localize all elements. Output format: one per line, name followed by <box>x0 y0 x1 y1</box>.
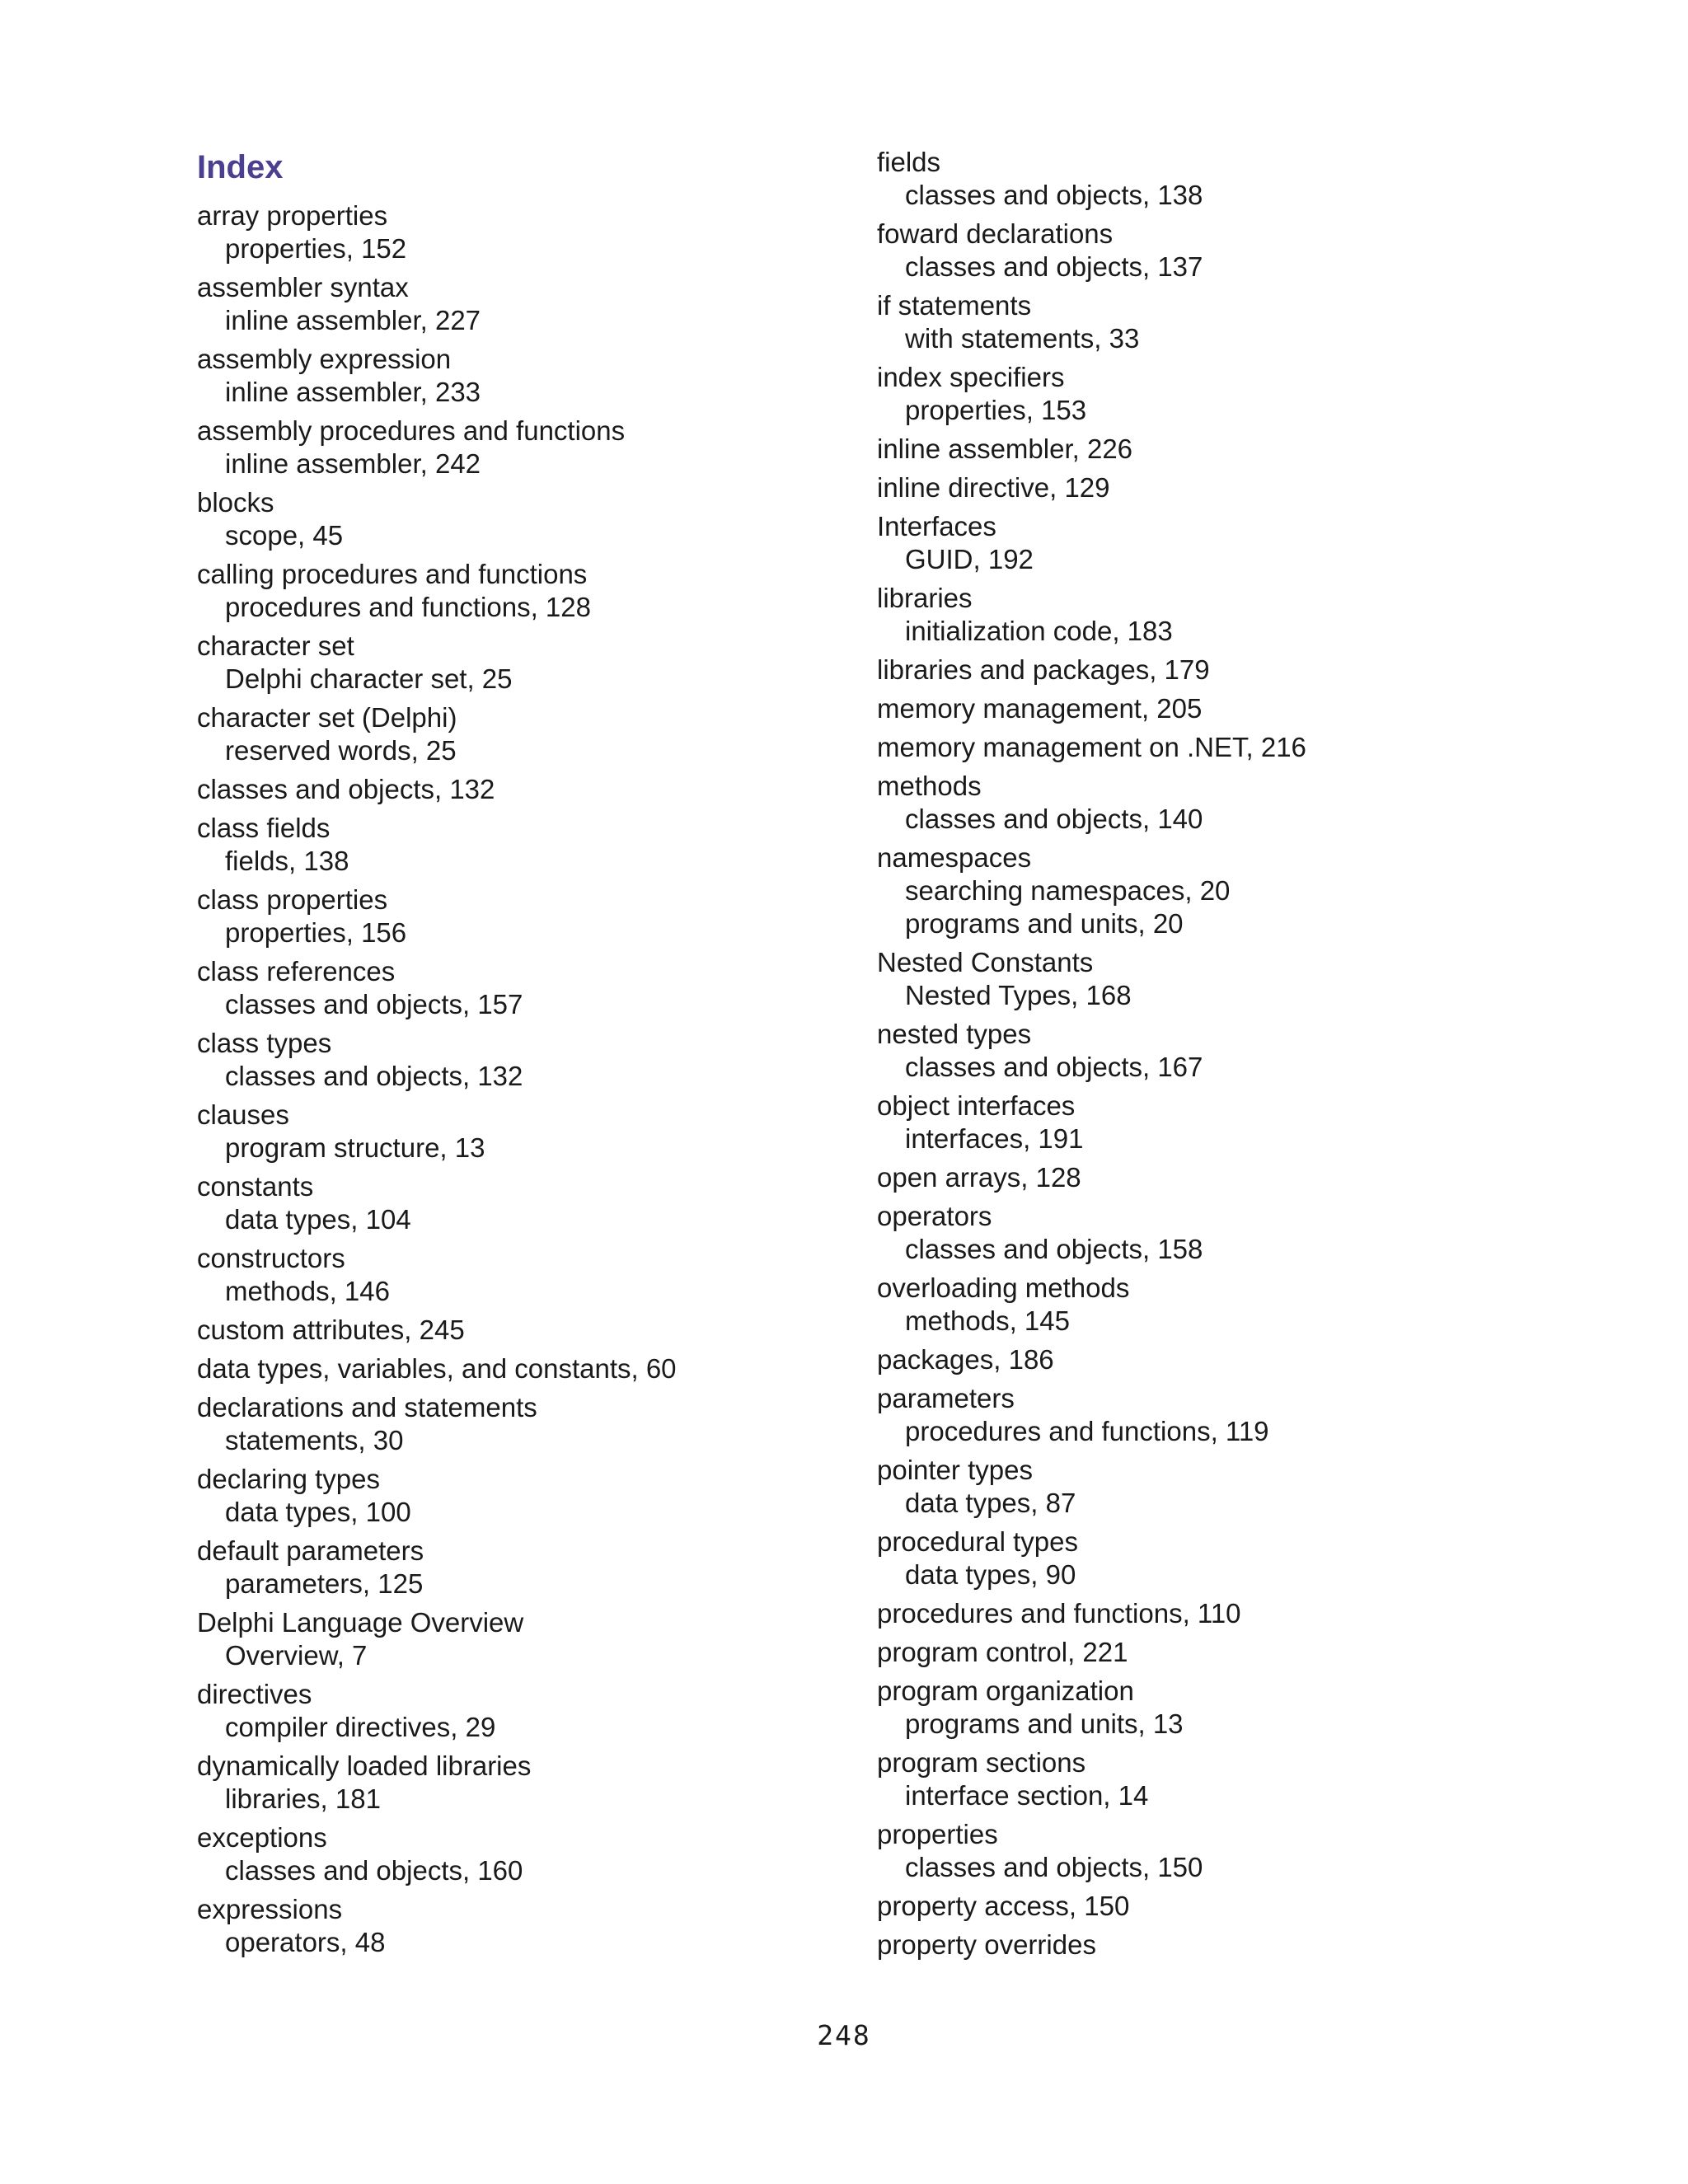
index-entry <box>877 1636 1536 1669</box>
index-entry <box>877 433 1536 466</box>
index-subentry: methods, 145 <box>905 1305 1070 1336</box>
index-term: Nested Constants <box>877 947 1094 977</box>
index-subentry: searching namespaces, 20 <box>905 875 1231 906</box>
index-term: property overrides <box>877 1929 1096 1960</box>
index-subentry: programs and units, 13 <box>905 1708 1184 1739</box>
index-term: overloading methods <box>877 1272 1130 1303</box>
index-term: classes and objects, 132 <box>197 774 495 804</box>
index-entry <box>877 218 1536 284</box>
index-term: dynamically loaded libraries <box>197 1750 532 1781</box>
index-entry <box>197 883 856 949</box>
index-entry <box>877 1526 1536 1591</box>
index-entry <box>877 1382 1536 1448</box>
index-entry <box>197 1242 856 1308</box>
index-subentry: interfaces, 191 <box>905 1123 1084 1154</box>
index-entry <box>877 946 1536 1012</box>
index-entry <box>197 701 856 767</box>
index-subentry: data types, 87 <box>905 1488 1076 1518</box>
index-subentry: programs and units, 20 <box>905 908 1184 939</box>
index-entry <box>877 146 1536 212</box>
index-term: pointer types <box>877 1455 1033 1485</box>
index-term: open arrays, 128 <box>877 1162 1081 1193</box>
index-entry <box>197 1099 856 1165</box>
index-term: libraries and packages, 179 <box>877 654 1210 685</box>
index-term: nested types <box>877 1019 1032 1049</box>
index-entry <box>197 812 856 878</box>
index-entry <box>877 654 1536 687</box>
index-term: class properties <box>197 884 388 915</box>
index-entry <box>197 486 856 552</box>
index-subentry: compiler directives, 29 <box>225 1712 496 1742</box>
index-term: fields <box>877 147 941 177</box>
index-entry <box>877 471 1536 504</box>
index-subentry: procedures and functions, 128 <box>225 592 591 622</box>
index-entry <box>877 1597 1536 1630</box>
index-entry <box>197 630 856 696</box>
index-subentry: fields, 138 <box>225 846 349 876</box>
index-term: procedural types <box>877 1526 1078 1557</box>
index-term: Interfaces <box>877 511 996 541</box>
index-subentry: inline assembler, 242 <box>225 448 481 479</box>
index-subentry: classes and objects, 140 <box>905 804 1203 834</box>
index-entry <box>877 1890 1536 1923</box>
index-subentry: classes and objects, 160 <box>225 1855 523 1886</box>
index-entry <box>197 955 856 1021</box>
index-subentry: scope, 45 <box>225 520 344 551</box>
index-subentry: classes and objects, 158 <box>905 1234 1203 1264</box>
index-term: procedures and functions, 110 <box>877 1598 1241 1629</box>
index-term: directives <box>197 1679 312 1709</box>
index-term: class references <box>197 956 396 987</box>
index-subentry: data types, 104 <box>225 1204 411 1235</box>
index-subentry: operators, 48 <box>225 1927 386 1957</box>
index-title: Index <box>197 149 284 185</box>
index-entry <box>197 1535 856 1601</box>
index-subentry: properties, 153 <box>905 395 1087 425</box>
index-entry <box>877 1272 1536 1338</box>
index-subentry: interface section, 14 <box>905 1780 1149 1811</box>
index-term: default parameters <box>197 1535 424 1566</box>
index-term: class fields <box>197 813 331 843</box>
index-entry <box>197 1352 856 1385</box>
index-right-column <box>877 146 1536 1967</box>
index-subentry: properties, 152 <box>225 233 407 264</box>
index-entry <box>877 510 1536 576</box>
index-entry <box>877 1746 1536 1812</box>
index-term: property access, 150 <box>877 1891 1130 1921</box>
index-term: declarations and statements <box>197 1392 537 1422</box>
index-term: expressions <box>197 1894 343 1924</box>
index-term: assembler syntax <box>197 272 409 302</box>
index-subentry: Delphi character set, 25 <box>225 663 513 694</box>
index-subentry: classes and objects, 167 <box>905 1052 1203 1082</box>
index-entry <box>877 1929 1536 1961</box>
index-entry <box>197 1750 856 1816</box>
index-entry-list <box>197 199 856 1959</box>
index-term: assembly expression <box>197 344 452 374</box>
index-entry <box>877 841 1536 940</box>
index-entry <box>877 1454 1536 1520</box>
index-entry <box>877 1090 1536 1155</box>
index-term: object interfaces <box>877 1090 1076 1121</box>
index-subentry: with statements, 33 <box>905 323 1140 354</box>
index-term: inline assembler, 226 <box>877 434 1133 464</box>
index-term: character set (Delphi) <box>197 702 457 733</box>
index-term: exceptions <box>197 1822 327 1853</box>
index-term: Delphi Language Overview <box>197 1607 524 1638</box>
index-subentry: data types, 90 <box>905 1559 1076 1590</box>
index-term: constructors <box>197 1243 345 1273</box>
index-entry <box>197 343 856 409</box>
index-subentry: statements, 30 <box>225 1425 404 1455</box>
index-subentry: procedures and functions, 119 <box>905 1416 1269 1446</box>
index-subentry: program structure, 13 <box>225 1132 485 1163</box>
index-term: program organization <box>877 1675 1134 1706</box>
index-subentry: inline assembler, 227 <box>225 305 481 335</box>
index-subentry: GUID, 192 <box>905 544 1034 574</box>
index-term: constants <box>197 1171 314 1202</box>
index-entry <box>877 731 1536 764</box>
index-subentry: inline assembler, 233 <box>225 377 481 407</box>
index-subentry: classes and objects, 138 <box>905 180 1203 210</box>
index-entry <box>877 1818 1536 1884</box>
index-entry <box>197 1893 856 1959</box>
page-number: 248 <box>817 2019 871 2051</box>
index-entry <box>197 199 856 265</box>
index-entry <box>877 770 1536 836</box>
index-entry <box>197 1463 856 1529</box>
index-entry <box>197 1821 856 1887</box>
index-subentry: classes and objects, 157 <box>225 989 523 1019</box>
index-term: inline directive, 129 <box>877 472 1110 503</box>
index-term: packages, 186 <box>877 1344 1054 1375</box>
index-entry <box>877 1343 1536 1376</box>
index-entry <box>877 1018 1536 1084</box>
index-term: methods <box>877 771 982 801</box>
index-term: class types <box>197 1028 332 1058</box>
index-term: declaring types <box>197 1464 380 1494</box>
index-term: program control, 221 <box>877 1637 1128 1667</box>
index-entry <box>197 1314 856 1347</box>
index-subentry: reserved words, 25 <box>225 735 457 766</box>
index-term: calling procedures and functions <box>197 559 588 589</box>
index-term: foward declarations <box>877 218 1114 249</box>
index-term: operators <box>877 1201 992 1231</box>
index-term: if statements <box>877 290 1032 321</box>
index-term: program sections <box>877 1747 1086 1778</box>
index-term: array properties <box>197 200 388 231</box>
index-subentry: classes and objects, 137 <box>905 251 1203 282</box>
index-entry <box>877 1675 1536 1741</box>
index-entry <box>197 415 856 480</box>
index-term: properties <box>877 1819 998 1849</box>
index-term: custom attributes, 245 <box>197 1315 465 1345</box>
index-term: memory management on .NET, 216 <box>877 732 1306 762</box>
index-subentry: libraries, 181 <box>225 1783 381 1814</box>
index-subentry: initialization code, 183 <box>905 616 1173 646</box>
index-entry <box>877 582 1536 648</box>
index-entry <box>877 361 1536 427</box>
index-entry <box>197 1391 856 1457</box>
index-subentry: classes and objects, 132 <box>225 1061 523 1091</box>
index-entry <box>197 1027 856 1093</box>
index-term: character set <box>197 630 354 661</box>
index-term: data types, variables, and constants, 60 <box>197 1353 677 1384</box>
index-term: namespaces <box>877 842 1032 873</box>
index-term: assembly procedures and functions <box>197 415 626 446</box>
index-entry-list <box>877 146 1536 1961</box>
index-entry <box>197 271 856 337</box>
index-term: libraries <box>877 583 973 613</box>
index-subentry: methods, 146 <box>225 1276 390 1306</box>
index-entry <box>197 558 856 624</box>
index-entry <box>877 1161 1536 1194</box>
index-term: memory management, 205 <box>877 693 1203 724</box>
index-entry <box>197 1606 856 1672</box>
index-subentry: properties, 156 <box>225 917 407 948</box>
index-entry <box>197 773 856 806</box>
index-term: parameters <box>877 1383 1015 1413</box>
index-subentry: Overview, 7 <box>225 1640 368 1671</box>
index-entry <box>197 1678 856 1744</box>
index-term: blocks <box>197 487 274 518</box>
index-subentry: Nested Types, 168 <box>905 980 1132 1010</box>
index-subentry: parameters, 125 <box>225 1568 424 1599</box>
index-subentry: data types, 100 <box>225 1497 411 1527</box>
index-entry <box>197 1170 856 1236</box>
index-term: clauses <box>197 1099 289 1130</box>
index-subentry: classes and objects, 150 <box>905 1852 1203 1882</box>
index-term: index specifiers <box>877 362 1065 392</box>
index-entry <box>877 289 1536 355</box>
index-left-column <box>197 148 856 1965</box>
index-entry <box>877 692 1536 725</box>
index-entry <box>877 1200 1536 1266</box>
